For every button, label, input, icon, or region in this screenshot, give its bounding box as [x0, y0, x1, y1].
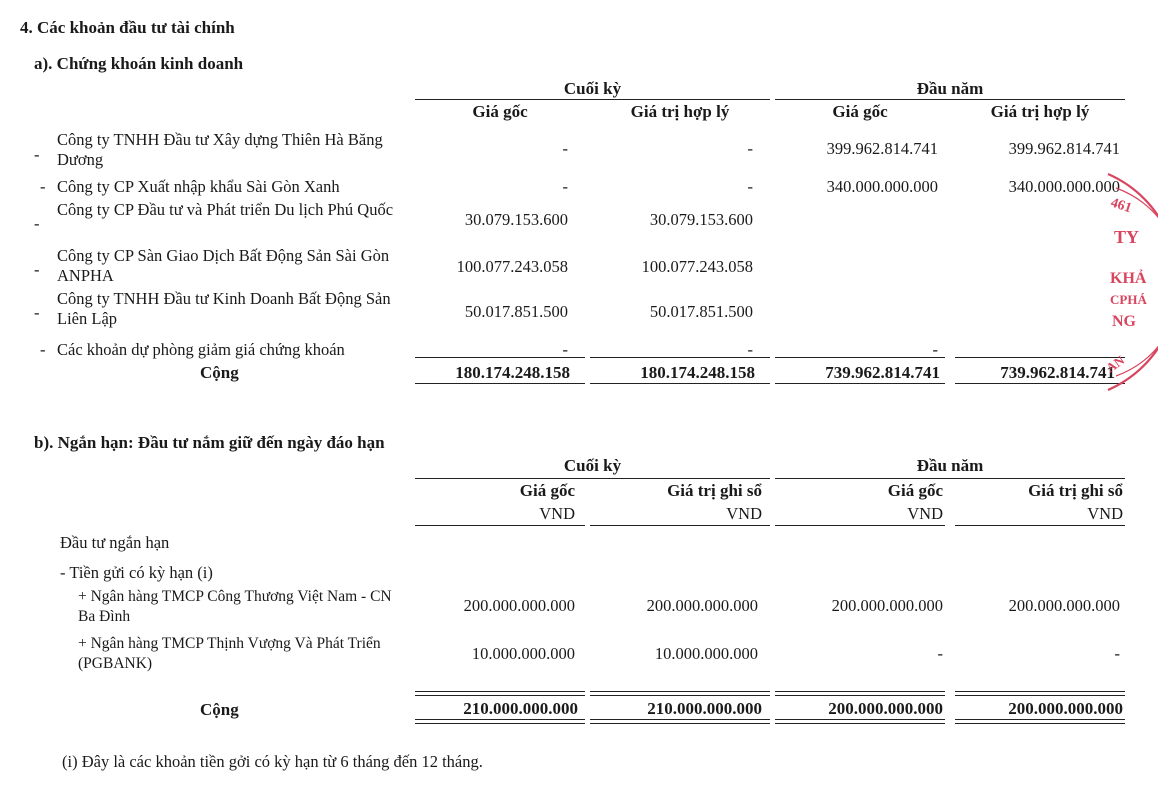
footnote: (i) Đây là các khoản tiền gởi có kỳ hạn từ 6 tháng đến 12 tháng.: [62, 752, 483, 771]
header-rule: [955, 525, 1125, 526]
cell-end-book: 10.000.000.000: [654, 644, 758, 663]
unit-label: VND: [907, 504, 943, 523]
cell-start-cost: 200.000.000.000: [831, 596, 943, 615]
cell-end-fair: 50.017.851.500: [649, 302, 753, 321]
total-rule: [415, 357, 585, 358]
bank-name: + Ngân hàng TMCP Thịnh Vượng Và Phát Triển (PGBANK): [78, 635, 381, 672]
total-start-cost: 200.000.000.000: [828, 699, 943, 718]
term-deposit-label: - Tiền gửi có kỳ hạn (i): [60, 563, 213, 582]
group-header-start: Đầu năm: [916, 456, 984, 475]
section-heading: 4. Các khoản đầu tư tài chính: [20, 18, 235, 37]
row-dash: -: [40, 177, 46, 196]
total-underline: [775, 383, 945, 384]
total-double-rule: [415, 691, 585, 696]
group-rule-start: [775, 99, 1125, 100]
cell-end-fair: 30.079.153.600: [649, 210, 753, 229]
unit-label: VND: [1087, 504, 1123, 523]
section-b-title: b). Ngắn hạn: Đầu tư nắm giữ đến ngày đáo hạn: [34, 433, 385, 452]
col-header-start-cost: Giá gốc: [832, 102, 888, 121]
cell-start-cost: -: [937, 644, 943, 663]
row-company-name: Công ty CP Sàn Giao Dịch Bất Động Sản Sài Gòn ANPHA: [57, 246, 390, 285]
cell-end-cost: 200.000.000.000: [463, 596, 575, 615]
total-double-rule: [775, 691, 945, 696]
cell-end-cost: 50.017.851.500: [464, 302, 568, 321]
cell-end-cost: 10.000.000.000: [471, 644, 575, 663]
cell-start-book: 200.000.000.000: [1008, 596, 1120, 615]
cell-start-cost: 340.000.000.000: [826, 177, 938, 196]
svg-text:CPHÁ: CPHÁ: [1110, 292, 1147, 307]
total-double-underline: [775, 719, 945, 724]
total-underline: [590, 383, 770, 384]
company-seal-stamp: [1088, 168, 1158, 398]
total-underline: [415, 383, 585, 384]
total-double-rule: [590, 691, 770, 696]
short-term-investment-label: Đầu tư ngắn hạn: [60, 533, 170, 552]
total-rule: [590, 357, 770, 358]
col-header-start-book: Giá trị ghi sổ: [1028, 481, 1123, 500]
cell-start-fair: 399.962.814.741: [1008, 139, 1120, 158]
total-end-book: 210.000.000.000: [647, 699, 762, 718]
row-company-name: Công ty TNHH Đầu tư Kinh Doanh Bất Động Sản Liên Lập: [57, 289, 391, 328]
row-company-name: Các khoản dự phòng giảm giá chứng khoán: [57, 340, 345, 359]
cell-end-cost: -: [562, 340, 568, 359]
total-end-fair: 180.174.248.158: [640, 363, 755, 382]
header-rule: [775, 525, 945, 526]
cell-start-book: -: [1114, 644, 1120, 663]
total-start-fair: 739.962.814.741: [1000, 363, 1115, 382]
group-rule-end: [415, 99, 770, 100]
cell-end-fair: -: [747, 139, 753, 158]
cell-end-cost: 100.077.243.058: [456, 257, 568, 276]
cell-end-book: 200.000.000.000: [646, 596, 758, 615]
col-header-start-fair: Giá trị hợp lý: [990, 102, 1090, 121]
col-header-end-book: Giá trị ghi sổ: [667, 481, 762, 500]
total-end-cost: 180.174.248.158: [455, 363, 570, 382]
unit-label: VND: [726, 504, 762, 523]
cell-start-cost: -: [932, 340, 938, 359]
total-start-book: 200.000.000.000: [1008, 699, 1123, 718]
cell-end-fair: -: [747, 340, 753, 359]
cell-end-cost: 30.079.153.600: [464, 210, 568, 229]
group-header-start: Đầu năm: [916, 79, 984, 98]
total-start-cost: 739.962.814.741: [825, 363, 940, 382]
svg-text:461: 461: [1108, 195, 1134, 217]
total-label: Cộng: [200, 363, 239, 382]
total-end-cost: 210.000.000.000: [463, 699, 578, 718]
total-double-rule: [955, 691, 1125, 696]
header-rule: [590, 525, 770, 526]
row-dash: -: [34, 214, 40, 233]
cell-start-fair: 340.000.000.000: [1008, 177, 1120, 196]
row-company-name: Công ty CP Đầu tư và Phát triển Du lịch Phú Quốc: [57, 200, 394, 219]
row-company-name: Công ty CP Xuất nhập khẩu Sài Gòn Xanh: [57, 177, 340, 196]
row-dash: -: [34, 303, 40, 322]
total-double-underline: [590, 719, 770, 724]
row-dash: -: [40, 340, 46, 359]
header-rule: [415, 525, 585, 526]
total-double-underline: [415, 719, 585, 724]
col-header-end-cost: Giá gốc: [472, 102, 528, 121]
cell-end-fair: -: [747, 177, 753, 196]
svg-text:TY: TY: [1114, 227, 1140, 247]
svg-text:NG: NG: [1112, 313, 1136, 330]
group-header-end: Cuối kỳ: [563, 456, 622, 475]
row-company-name: Công ty TNHH Đầu tư Xây dựng Thiên Hà Băng Dương: [57, 130, 383, 169]
group-rule-end: [415, 478, 770, 479]
total-rule: [775, 357, 945, 358]
svg-text:AN: AN: [1103, 352, 1128, 376]
row-dash: -: [34, 260, 40, 279]
cell-end-cost: -: [562, 139, 568, 158]
row-dash: -: [34, 145, 40, 164]
section-a-title: a). Chứng khoán kinh doanh: [34, 54, 244, 73]
unit-label: VND: [539, 504, 575, 523]
cell-end-cost: -: [562, 177, 568, 196]
group-rule-start: [775, 478, 1125, 479]
col-header-end-cost: Giá gốc: [519, 481, 575, 500]
total-label: Cộng: [200, 700, 239, 719]
group-header-end: Cuối kỳ: [563, 79, 622, 98]
bank-name: + Ngân hàng TMCP Công Thương Việt Nam - CN Ba Đình: [78, 588, 392, 625]
col-header-start-cost: Giá gốc: [887, 481, 943, 500]
cell-start-cost: 399.962.814.741: [826, 139, 938, 158]
svg-text:KHẢ: KHẢ: [1110, 270, 1147, 287]
cell-end-fair: 100.077.243.058: [641, 257, 753, 276]
total-double-underline: [955, 719, 1125, 724]
col-header-end-fair: Giá trị hợp lý: [630, 102, 730, 121]
